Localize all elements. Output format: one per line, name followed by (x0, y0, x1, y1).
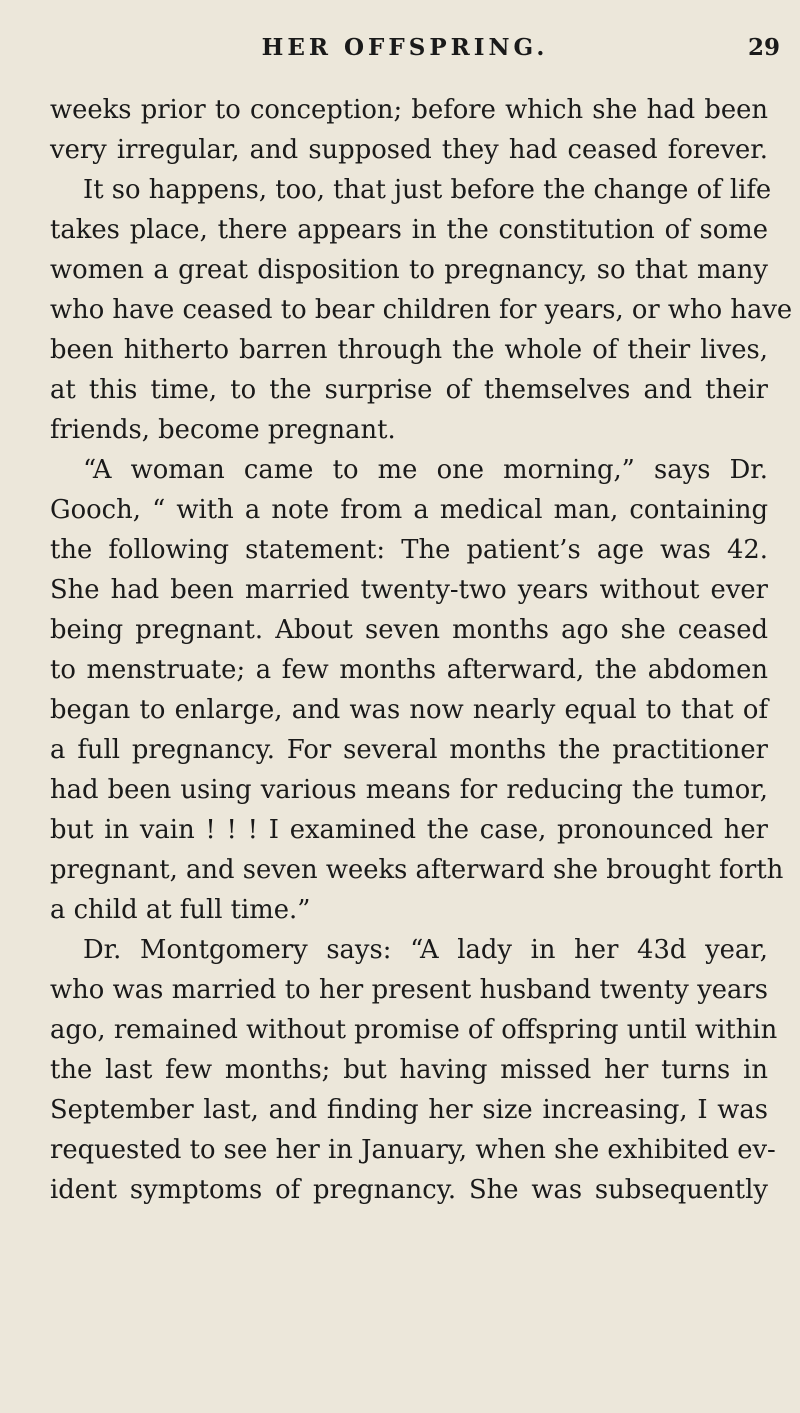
text-line: takes place, there appears in the constitution of some (50, 215, 768, 245)
running-head (50, 34, 780, 74)
text-line: been hitherto barren through the whole of their lives, (50, 335, 768, 365)
text-line: women a great disposition to pregnancy, so that many (50, 255, 768, 285)
page-header-title: HER OFFSPRING. (261, 34, 549, 61)
text-line: She had been married twenty-two years without ever (50, 575, 768, 605)
text-line: to menstruate; a few months afterward, the abdomen (50, 655, 768, 685)
text-line: ago, remained without promise of offspring until within (50, 1015, 778, 1045)
text-line: weeks prior to conception; before which she had been (50, 95, 768, 125)
text-line: a full pregnancy. For several months the practitioner (50, 735, 768, 765)
text-line: friends, become pregnant. (50, 415, 396, 445)
text-line: requested to see her in January, when she exhibited ev- (50, 1135, 776, 1165)
text-line: who have ceased to bear children for years, or who have (50, 295, 793, 325)
text-line: a child at full time.” (50, 895, 311, 925)
text-line: had been using various means for reducing the tumor, (50, 775, 768, 805)
text-line: “A woman came to me one morning,” says Dr. (83, 455, 768, 485)
text-line: September last, and finding her size increasing, I was (50, 1095, 768, 1125)
body-text (50, 90, 793, 1210)
text-line: being pregnant. About seven months ago she ceased (50, 615, 768, 645)
text-line: Gooch, “ with a note from a medical man, containing (50, 495, 768, 525)
text-line: pregnant, and seven weeks afterward she brought forth (50, 855, 784, 885)
text-line: began to enlarge, and was now nearly equal to that of (50, 695, 768, 725)
text-line: the last few months; but having missed her turns in (50, 1055, 768, 1085)
page-number: 29 (747, 34, 780, 61)
text-line: very irregular, and supposed they had ceased forever. (50, 135, 768, 165)
text-line: the following statement: The patient’s age was 42. (50, 535, 768, 565)
text-line: at this time, to the surprise of themselves and their (50, 375, 768, 405)
text-line: ident symptoms of pregnancy. She was subsequently (50, 1175, 768, 1205)
text-line: It so happens, too, that just before the change of life (83, 175, 772, 205)
text-line: Dr. Montgomery says: “A lady in her 43d year, (83, 935, 768, 965)
text-line: but in vain ! ! ! I examined the case, pronounced her (50, 815, 768, 845)
text-line: who was married to her present husband twenty years (50, 975, 768, 1005)
